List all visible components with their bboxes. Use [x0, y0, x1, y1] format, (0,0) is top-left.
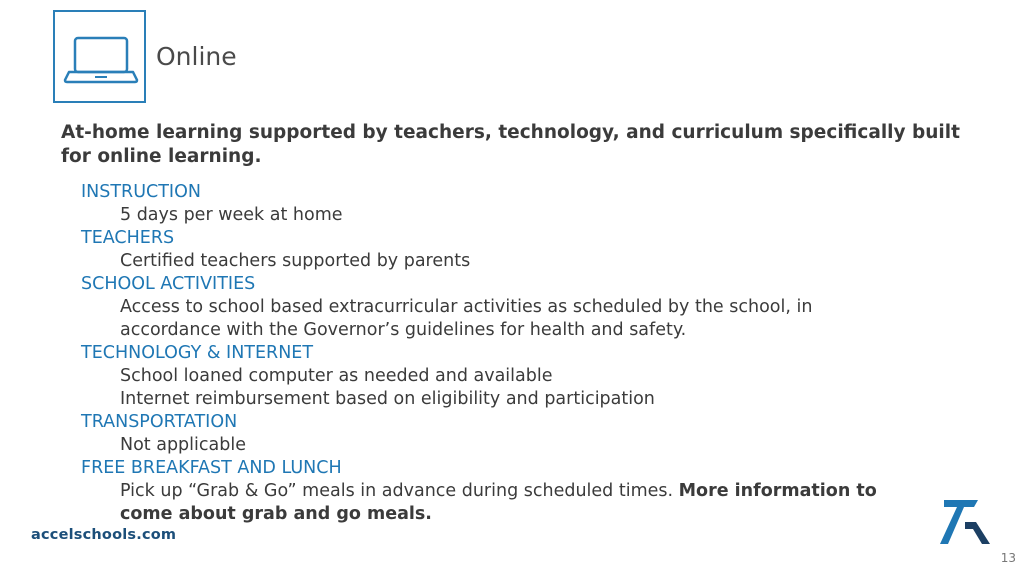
section-free-breakfast-lunch	[81, 457, 921, 526]
section-heading: INSTRUCTION	[81, 182, 201, 202]
footer-url: accelschools.com	[31, 527, 177, 543]
section-technology-internet	[81, 342, 921, 411]
laptop-icon	[63, 32, 139, 84]
section-instruction	[81, 181, 921, 227]
section-line: accordance with the Governor’s guidelines for health and safety.	[120, 320, 687, 340]
slide-title: Online	[156, 42, 237, 71]
section-heading: SCHOOL ACTIVITIES	[81, 274, 256, 294]
section-line: Not applicable	[120, 435, 246, 455]
section-school-activities	[81, 273, 921, 342]
section-transportation	[81, 411, 921, 457]
page-number: 13	[1000, 551, 1016, 565]
lead-statement: At-home learning supported by teachers, technology, and curriculum specifically built for online learning.	[61, 122, 960, 167]
breakfast-note-bold: More information to	[678, 481, 877, 501]
section-line	[81, 503, 921, 526]
accel-logo-icon	[940, 498, 996, 546]
section-line: 5 days per week at home	[120, 205, 343, 225]
section-heading: TEACHERS	[81, 228, 175, 248]
section-teachers	[81, 227, 921, 273]
section-line: Certified teachers supported by parents	[120, 251, 471, 271]
section-heading: FREE BREAKFAST AND LUNCH	[81, 458, 342, 478]
section-line: Access to school based extracurricular activities as scheduled by the school, in	[120, 297, 813, 317]
program-details-list	[81, 181, 921, 526]
section-heading: TECHNOLOGY & INTERNET	[81, 343, 314, 363]
section-line: School loaned computer as needed and available	[120, 366, 553, 386]
section-line	[81, 480, 921, 503]
laptop-icon-frame	[53, 10, 146, 103]
breakfast-note-bold: come about grab and go meals.	[120, 504, 432, 524]
breakfast-text: Pick up “Grab & Go” meals in advance during scheduled times.	[120, 481, 679, 501]
section-line: Internet reimbursement based on eligibility and participation	[120, 389, 655, 409]
section-heading: TRANSPORTATION	[81, 412, 238, 432]
